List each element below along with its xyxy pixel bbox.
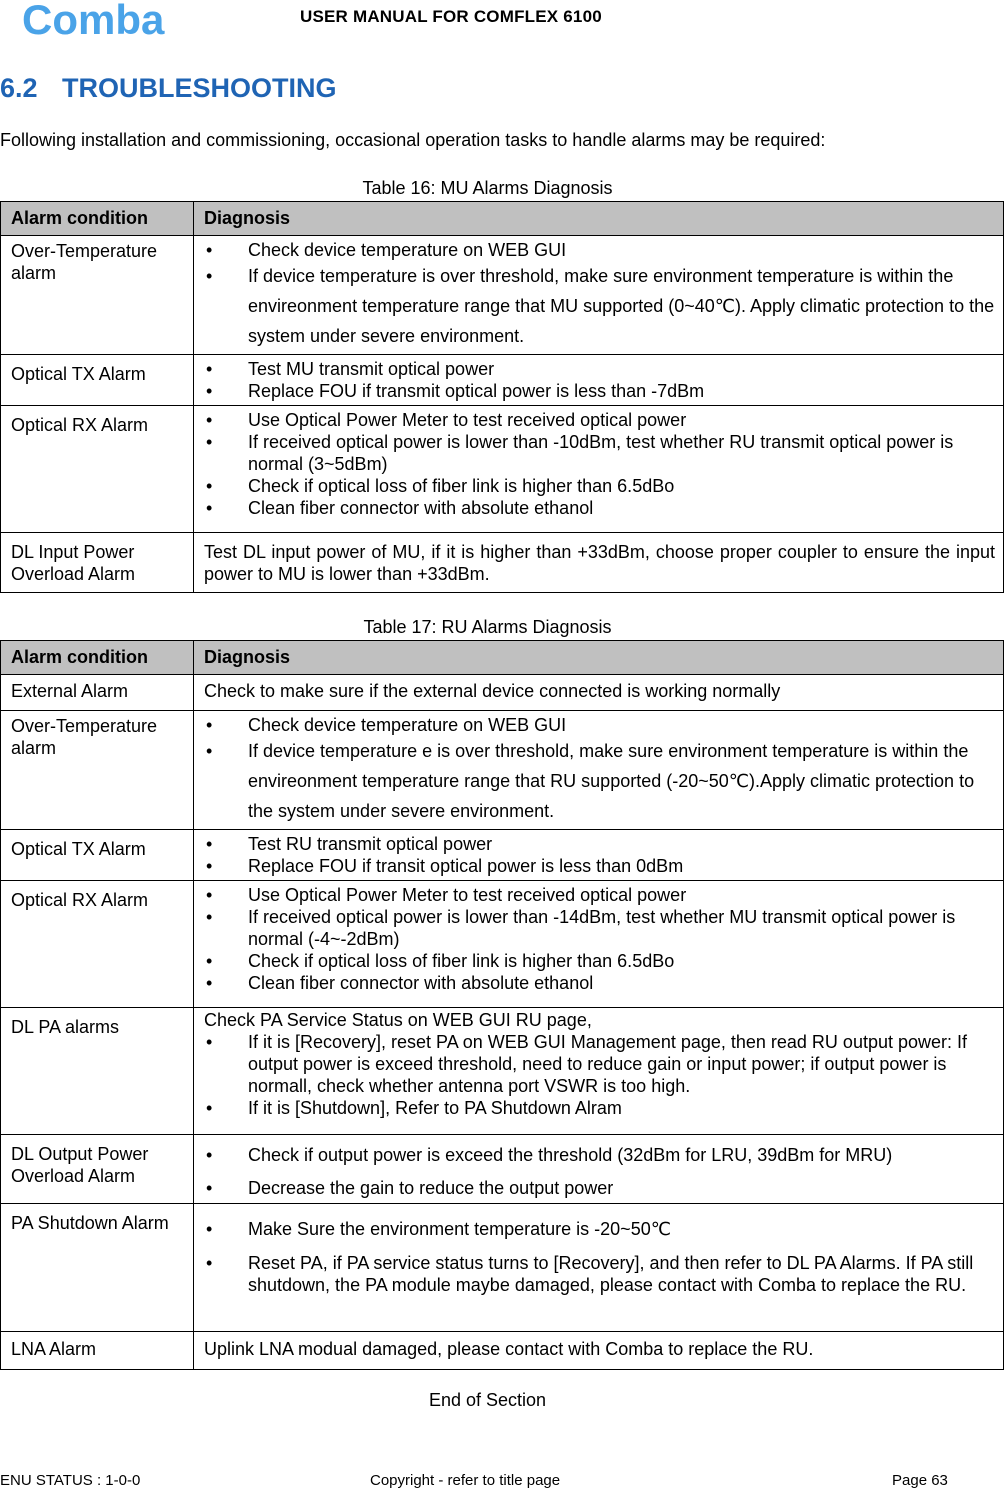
table-row <box>1 881 1004 1008</box>
ru-alarms-table <box>0 640 1004 1370</box>
diagnosis-item: • If received optical power is lower than -10dBm, test whether RU transmit optical power is normal (3~5dBm) <box>204 431 995 475</box>
table-17-caption: Table 17: RU Alarms Diagnosis <box>363 617 612 637</box>
diagnosis-item: • If it is [Shutdown], Refer to PA Shutdown Alram <box>204 1097 995 1119</box>
alarm-condition: DL Output Power Overload Alarm <box>1 1135 194 1204</box>
diagnosis <box>194 1135 1004 1204</box>
header-alarm-condition: Alarm condition <box>1 202 194 236</box>
diagnosis-text: Check PA Service Status on WEB GUI RU page, <box>204 1010 592 1030</box>
diagnosis-item: • Replace FOU if transit optical power is less than 0dBm <box>204 855 995 877</box>
diagnosis <box>194 711 1004 830</box>
mu-alarms-table <box>0 201 1004 593</box>
alarm-condition: Over-Temperature alarm <box>1 236 194 355</box>
svg-text:Comba: Comba <box>22 0 165 40</box>
header-alarm-condition: Alarm condition <box>1 641 194 675</box>
header-diagnosis: Diagnosis <box>194 202 1004 236</box>
alarm-condition: DL PA alarms <box>1 1008 194 1135</box>
section-title: TROUBLESHOOTING <box>62 73 337 103</box>
diagnosis: Test DL input power of MU, if it is higher than +33dBm, choose proper coupler to ensure the input power to MU is lower than +33dBm. <box>194 533 1004 593</box>
table-row <box>1 675 1004 711</box>
footer-status: ENU STATUS : 1-0-0 <box>0 1472 141 1489</box>
alarm-condition: DL Input Power Overload Alarm <box>1 533 194 593</box>
table-row <box>1 533 1004 593</box>
diagnosis-item: • Check device temperature on WEB GUI <box>204 714 995 736</box>
diagnosis-item: • Check if output power is exceed the threshold (32dBm for LRU, 39dBm for MRU) <box>204 1144 995 1166</box>
table-row <box>1 1008 1004 1135</box>
diagnosis-item: • Test RU transmit optical power <box>204 833 995 855</box>
diagnosis-item: • Test MU transmit optical power <box>204 358 995 380</box>
diagnosis-item: • Make Sure the environment temperature is -20~50℃ <box>204 1218 995 1240</box>
document-title: USER MANUAL FOR COMFLEX 6100 <box>300 7 602 26</box>
table-row <box>1 711 1004 830</box>
table-row <box>1 1332 1004 1370</box>
footer-page-number: Page 63 <box>892 1472 948 1489</box>
table-row <box>1 1204 1004 1332</box>
section-heading <box>0 73 337 104</box>
alarm-condition: LNA Alarm <box>1 1332 194 1370</box>
diagnosis-item: • Check device temperature on WEB GUI <box>204 239 995 261</box>
diagnosis-item: • If received optical power is lower than -14dBm, test whether MU transmit optical power is normal (-4~-2dBm) <box>204 906 995 950</box>
table-row <box>1 236 1004 355</box>
diagnosis <box>194 881 1004 1008</box>
end-of-section: End of Section <box>428 1390 547 1410</box>
diagnosis: Check to make sure if the external device connected is working normally <box>194 675 1004 711</box>
table-row <box>1 830 1004 881</box>
alarm-condition: External Alarm <box>1 675 194 711</box>
diagnosis-item: • Reset PA, if PA service status turns to [Recovery], and then refer to DL PA Alarms. If PA still shutdown, the PA module maybe damaged, please contact with Comba to replace the RU. <box>204 1252 995 1296</box>
diagnosis-item: • If it is [Recovery], reset PA on WEB GUI Management page, then read RU output power: If output power is exceed threshold, need to reduce gain or input power; if output power is normall, check whether antenna port VSWR is too high. <box>204 1031 995 1097</box>
diagnosis-item: • Use Optical Power Meter to test received optical power <box>204 884 995 906</box>
alarm-condition: Over-Temperature alarm <box>1 711 194 830</box>
alarm-condition: Optical TX Alarm <box>1 830 194 881</box>
alarm-condition: Optical RX Alarm <box>1 406 194 533</box>
table-header-row <box>1 641 1004 675</box>
diagnosis-item: • Clean fiber connector with absolute ethanol <box>204 972 995 994</box>
alarm-condition: Optical TX Alarm <box>1 355 194 406</box>
diagnosis <box>194 236 1004 355</box>
diagnosis <box>194 1204 1004 1332</box>
alarm-condition: PA Shutdown Alarm <box>1 1204 194 1332</box>
diagnosis-item: • Decrease the gain to reduce the output power <box>204 1177 995 1199</box>
diagnosis <box>194 1008 1004 1135</box>
table-header-row <box>1 202 1004 236</box>
footer-copyright: Copyright - refer to title page <box>370 1472 561 1489</box>
diagnosis <box>194 355 1004 406</box>
diagnosis: Uplink LNA modual damaged, please contact with Comba to replace the RU. <box>194 1332 1004 1370</box>
header-diagnosis: Diagnosis <box>194 641 1004 675</box>
diagnosis-item: • Check if optical loss of fiber link is higher than 6.5dBo <box>204 950 995 972</box>
alarm-condition: Optical RX Alarm <box>1 881 194 1008</box>
diagnosis-item: • Replace FOU if transmit optical power is less than -7dBm <box>204 380 995 402</box>
diagnosis-item: • Check if optical loss of fiber link is higher than 6.5dBo <box>204 475 995 497</box>
diagnosis <box>194 830 1004 881</box>
diagnosis-item: • Use Optical Power Meter to test received optical power <box>204 409 995 431</box>
section-number: 6.2 <box>0 73 38 103</box>
table-row <box>1 1135 1004 1204</box>
table-16-caption: Table 16: MU Alarms Diagnosis <box>362 178 613 198</box>
intro-paragraph: Following installation and commissioning, occasional operation tasks to handle alarms may be required: <box>0 130 826 150</box>
table-row <box>1 355 1004 406</box>
diagnosis-item: • If device temperature is over threshold, make sure environment temperature is within the envireonment temperature range that MU supported (0~40℃). Apply climatic protection to the system under severe environment. <box>204 261 995 351</box>
diagnosis <box>194 406 1004 533</box>
table-row <box>1 406 1004 533</box>
diagnosis-item: • Clean fiber connector with absolute ethanol <box>204 497 995 519</box>
comba-logo <box>22 0 212 40</box>
diagnosis-item: • If device temperature e is over threshold, make sure environment temperature is within the envireonment temperature range that RU supported (-20~50℃).Apply climatic protection to the system under severe environment. <box>204 736 995 826</box>
